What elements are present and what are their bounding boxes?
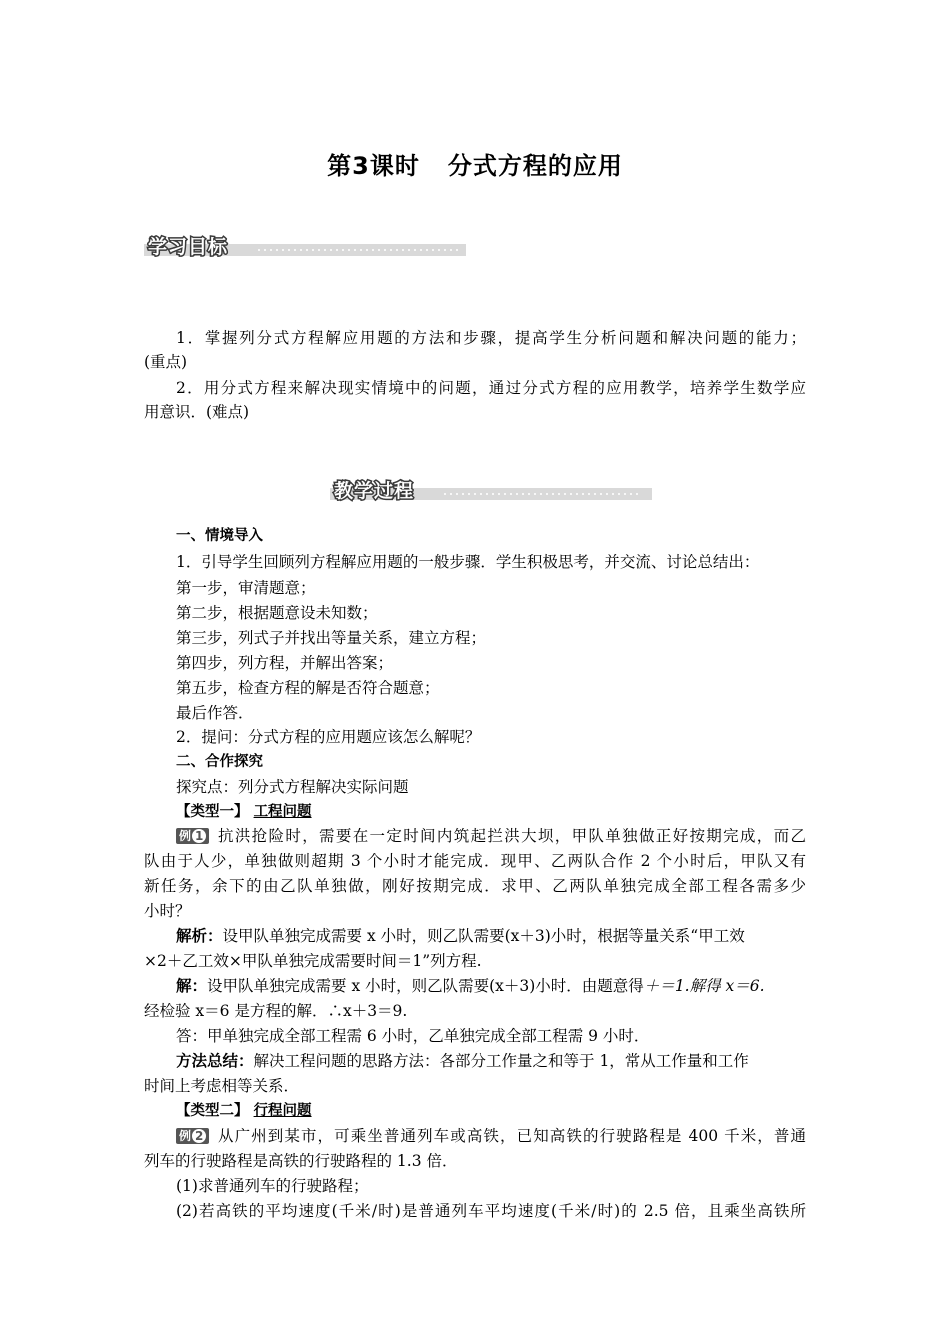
objective-2-line2: 用意识．(难点) — [144, 403, 250, 421]
solution-label: 解： — [176, 977, 208, 995]
method-label: 方法总结： — [176, 1052, 254, 1070]
method-line2: 时间上考虑相等关系． — [144, 1077, 300, 1095]
method-line1 — [176, 1051, 749, 1071]
explore-point: 探究点：列分式方程解决实际问题 — [176, 778, 409, 796]
type-1-prefix: 【类型一】 — [176, 804, 249, 820]
type-1-name: 工程问题 — [253, 804, 312, 820]
question-1: (1)求普通列车的行驶路程； — [176, 1177, 369, 1195]
step-6: 最后作答． — [176, 704, 254, 722]
title-topic: 分式方程的应用 — [447, 152, 623, 180]
type-2-prefix: 【类型二】 — [176, 1103, 249, 1119]
question-paragraph: 2．提问：分式方程的应用题应该怎么解呢？ — [176, 728, 481, 746]
type-1-heading — [176, 802, 312, 822]
example-1-line2: 队由于人少，单独做则超期 3 个小时才能完成．现甲、乙两队合作 2 个小时后，甲队又有 — [144, 852, 806, 870]
answer-line: 答：甲单独完成全部工程需 6 小时，乙单独完成全部工程需 9 小时． — [176, 1027, 650, 1045]
example-1-tag-line — [176, 826, 213, 846]
step-1: 第一步，审清题意； — [176, 579, 316, 597]
example-1-line1: 抗洪抢险时，需要在一定时间内筑起拦洪大坝，甲队单独做正好按期完成，而乙 — [218, 827, 806, 845]
type-2-name: 行程问题 — [253, 1103, 312, 1119]
example-1-tag: 例 1 — [176, 828, 209, 844]
method-text1: 解决工程问题的思路方法：各部分工作量之和等于 1，常从工作量和工作 — [253, 1052, 749, 1070]
page-title — [0, 146, 950, 181]
example-2-tag: 例 2 — [176, 1128, 209, 1144]
analysis-text1: 设甲队单独完成需要 x 小时，则乙队需要(x＋3)小时，根据等量关系“甲工效 — [222, 927, 745, 945]
analysis-line1 — [176, 926, 745, 946]
solution-text1b: ＋＝1.解得 x＝6. — [643, 977, 765, 995]
heading-explore: 二、合作探究 — [176, 754, 263, 770]
objective-1-line1: 1．掌握列分式方程解应用题的方法和步骤，提高学生分析问题和解决问题的能力； — [176, 329, 806, 347]
step-3: 第三步，列式子并找出等量关系，建立方程； — [176, 629, 487, 647]
objectives-banner-label: 学习目标 — [148, 236, 229, 258]
intro-paragraph: 1．引导学生回顾列方程解应用题的一般步骤．学生积极思考，并交流、讨论总结出： — [176, 553, 760, 571]
title-lesson: 第3课时 — [327, 152, 420, 180]
analysis-line2: ×2＋乙工效×甲队单独完成需要时间＝1”列方程. — [144, 952, 482, 970]
example-2-tag-line — [176, 1126, 213, 1146]
step-2: 第二步，根据题意设未知数； — [176, 604, 378, 622]
solution-line2: 经检验 x＝6 是方程的解．∴x＋3＝9. — [144, 1002, 408, 1020]
objectives-banner — [144, 236, 466, 258]
step-4: 第四步，列方程，并解出答案； — [176, 654, 394, 672]
process-banner — [330, 480, 652, 502]
example-2-line2: 列车的行驶路程是高铁的行驶路程的 1.3 倍． — [144, 1152, 458, 1170]
analysis-label: 解析： — [176, 927, 223, 945]
process-banner-label: 教学过程 — [334, 480, 415, 502]
example-1-line3: 新任务，余下的由乙队单独做，刚好按期完成．求甲、乙两队单独完成全部工程各需多少 — [144, 877, 806, 895]
objective-2-line1: 2．用分式方程来解决现实情境中的问题，通过分式方程的应用教学，培养学生数学应 — [176, 379, 806, 397]
step-5: 第五步，检查方程的解是否符合题意； — [176, 679, 440, 697]
question-2: (2)若高铁的平均速度(千米/时)是普通列车平均速度(千米/时)的 2.5 倍，且乘坐高铁所 — [176, 1202, 806, 1220]
heading-scenario: 一、情境导入 — [176, 528, 263, 544]
objective-1-line2: (重点) — [144, 353, 188, 371]
type-2-heading — [176, 1101, 312, 1121]
example-2-line1: 从广州到某市，可乘坐普通列车或高铁，已知高铁的行驶路程是 400 千米，普通 — [218, 1127, 806, 1145]
example-1-line4: 小时？ — [144, 902, 191, 920]
solution-text1a: 设甲队单独完成需要 x 小时，则乙队需要(x＋3)小时．由题意得 — [207, 977, 644, 995]
solution-line1 — [176, 976, 765, 996]
